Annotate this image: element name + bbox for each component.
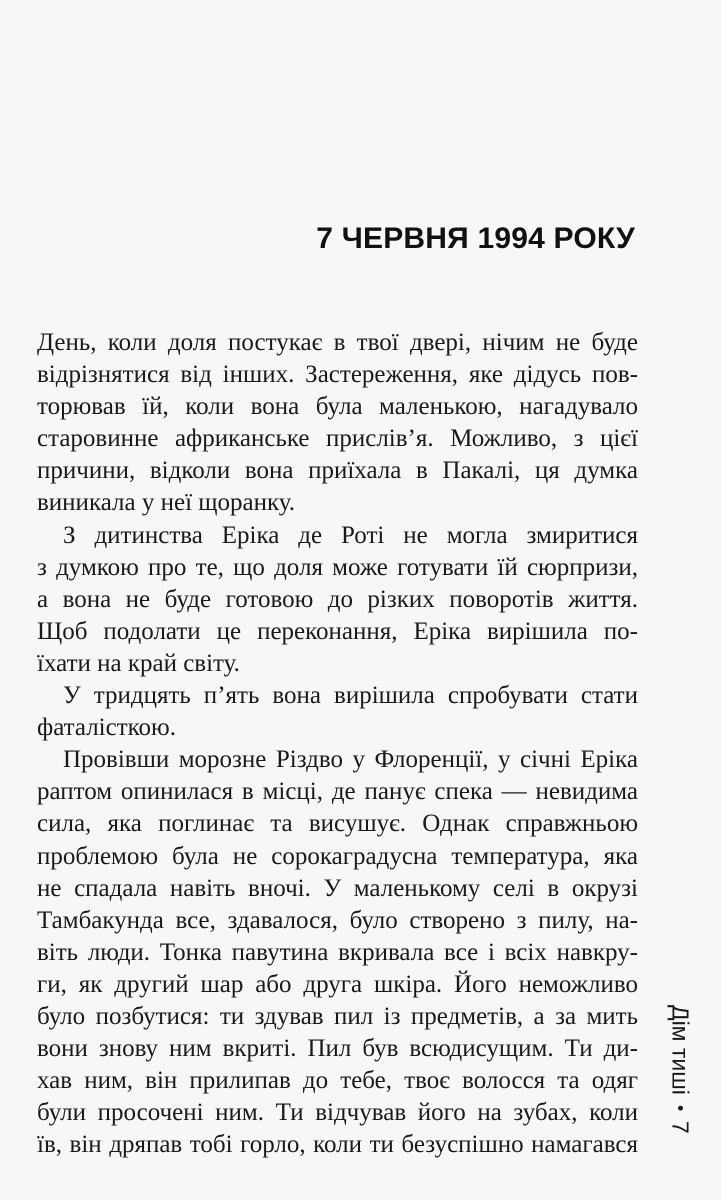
text-line: проблемою була не сорокаградусна температура, яка bbox=[37, 842, 638, 870]
text-line: сила, яка поглинає та висушує. Однак справжньою bbox=[37, 810, 638, 838]
text-line: відрізнятися від інших. Застереження, яке дідусь пов- bbox=[37, 361, 638, 389]
text-line: Провівши морозне Різдво у Флоренції, у січні Еріка bbox=[63, 746, 638, 774]
page-number: 7 bbox=[667, 1121, 694, 1134]
text-line: День, коли доля постукає в твої двері, нічим не буде bbox=[37, 329, 638, 356]
text-line: ги, як другий шар або друга шкіра. Його неможливо bbox=[37, 970, 638, 998]
text-line: причини, відколи вона приїхала в Пакалі, ця думка bbox=[37, 457, 638, 485]
book-title: Дім тиші bbox=[667, 1005, 694, 1095]
text-line: їв, він дряпав тобі горло, коли ти безуспішно намагався bbox=[37, 1131, 638, 1159]
text-line: виникала у неї щоранку. bbox=[37, 489, 296, 517]
text-line: хав ним, він прилипав до тебе, твоє волосся та одяг bbox=[37, 1067, 638, 1095]
text-line: було позбутися: ти здував пил із предметів, а за мить bbox=[37, 1002, 638, 1030]
text-line: фаталісткою. bbox=[37, 714, 176, 742]
text-line: з думкою про те, що доля може готувати їй сюрпризи, bbox=[37, 553, 638, 581]
text-line: У тридцять п’ять вона вирішила спробувати стати bbox=[63, 682, 638, 710]
text-line: торював їй, коли вона була маленькою, нагадувало bbox=[37, 393, 638, 421]
text-line: були просочені ним. Ти відчував його на зубах, коли bbox=[37, 1099, 638, 1127]
text-line: а вона не буде готовою до різких поворотів життя. bbox=[37, 585, 638, 613]
running-header bbox=[660, 1005, 700, 1185]
text-line: З дитинства Еріка де Роті не могла змиритися bbox=[63, 521, 638, 549]
text-line: раптом опинилася в місці, де панує спека — невидима bbox=[37, 778, 638, 806]
separator-bullet: • bbox=[670, 1104, 691, 1112]
chapter-title: 7 ЧЕРВНЯ 1994 РОКУ bbox=[316, 222, 635, 255]
text-line: Тамбакунда все, здавалося, було створено з пилу, на- bbox=[37, 906, 638, 934]
text-line: старовинне африканське прислів’я. Можливо, з цієї bbox=[37, 425, 638, 453]
body-text bbox=[37, 327, 638, 1161]
text-line: не спадала навіть вночі. У маленькому селі в окрузі bbox=[37, 874, 638, 902]
text-line: Щоб подолати це переконання, Еріка вирішила по- bbox=[37, 617, 638, 645]
text-line: віть люди. Тонка павутина вкривала все і всіх навкру- bbox=[37, 938, 638, 966]
text-line: вони знову ним вкриті. Пил був всюдисущим. Ти ди- bbox=[37, 1035, 638, 1063]
text-line: їхати на край світу. bbox=[37, 649, 240, 677]
